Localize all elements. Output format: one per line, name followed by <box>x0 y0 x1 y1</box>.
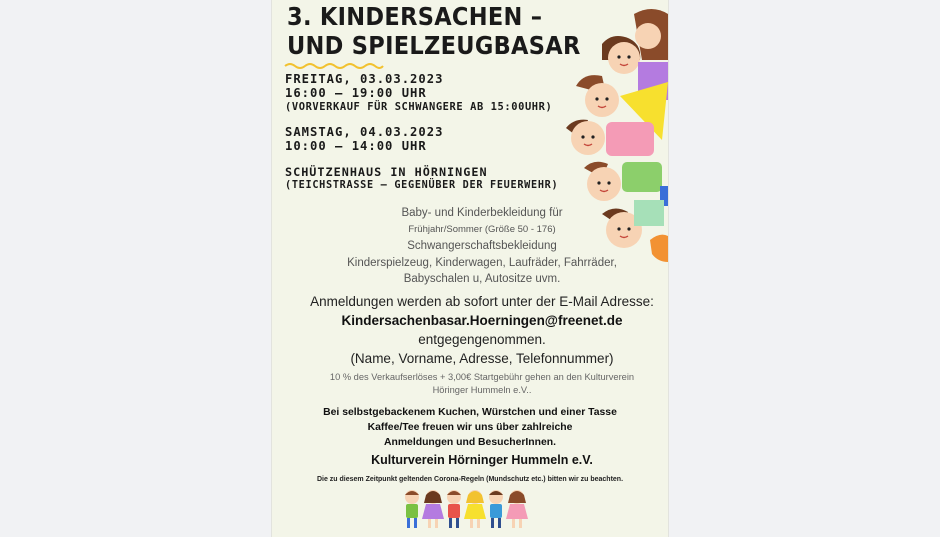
decorative-squiggle <box>284 62 384 70</box>
items-line: Babyschalen u, Autositze uvm. <box>403 273 561 285</box>
registration-email: Kindersachenbasar.Hoerningen@freenet.de <box>341 313 623 328</box>
friday-date: FREITAG, 03.03.2023 <box>285 72 444 86</box>
cake-line: Anmeldungen und BesucherInnen. <box>383 437 557 448</box>
cake-line: Bei selbstgebackenem Kuchen, Würstchen und einer Tasse <box>323 407 617 418</box>
fee-line: Höringer Hummeln e.V.. <box>432 385 532 395</box>
registration-info <box>272 292 668 368</box>
items-line: Frühjahr/Sommer (Größe 50 - 176) <box>408 223 556 235</box>
basar-poster <box>272 0 668 537</box>
location-address: (TEICHSTRASSE – GEGENÜBER DER FEUERWEHR) <box>285 180 559 191</box>
items-list <box>272 205 668 288</box>
saturday-info <box>285 125 443 153</box>
cake-info <box>272 405 668 450</box>
items-line: Schwangerschaftsbekleidung <box>407 240 557 252</box>
fee-info <box>272 371 668 397</box>
saturday-date: SAMSTAG, 04.03.2023 <box>285 125 444 139</box>
friday-info <box>285 72 552 114</box>
items-line: Baby- und Kinderbekleidung für <box>401 207 563 219</box>
location-name: SCHÜTZENHAUS IN HÖRNINGEN <box>285 165 488 179</box>
friday-time: 16:00 – 19:00 UHR <box>285 86 427 100</box>
children-row-illustration <box>400 485 536 533</box>
registration-line: Anmeldungen werden ab sofort unter der E-Mail Adresse: <box>310 294 654 309</box>
friday-presale: (VORVERKAUF FÜR SCHWANGERE AB 15:00UHR) <box>285 101 553 113</box>
fee-line: 10 % des Verkaufserlöses + 3,00€ Startgebühr gehen an den Kulturverein <box>329 372 635 382</box>
poster-title: 3. KINDERSACHEN – UND SPIELZEUGBASAR <box>287 2 581 60</box>
items-line: Kinderspielzeug, Kinderwagen, Laufräder, Fahrräder, <box>347 256 617 269</box>
corona-note: Die zu diesem Zeitpunkt geltenden Corona-Regeln (Mundschutz etc.) bitten wir zu beachten. <box>316 476 624 483</box>
registration-line: entgegengenommen. <box>418 332 546 347</box>
location-info <box>285 166 558 192</box>
organizer-name: Kulturverein Hörninger Hummeln e.V. <box>371 453 593 467</box>
cake-line: Kaffee/Tee freuen wir uns über zahlreiche <box>367 422 573 433</box>
registration-line: (Name, Vorname, Adresse, Telefonnummer) <box>350 351 614 366</box>
saturday-time: 10:00 – 14:00 UHR <box>285 139 427 153</box>
